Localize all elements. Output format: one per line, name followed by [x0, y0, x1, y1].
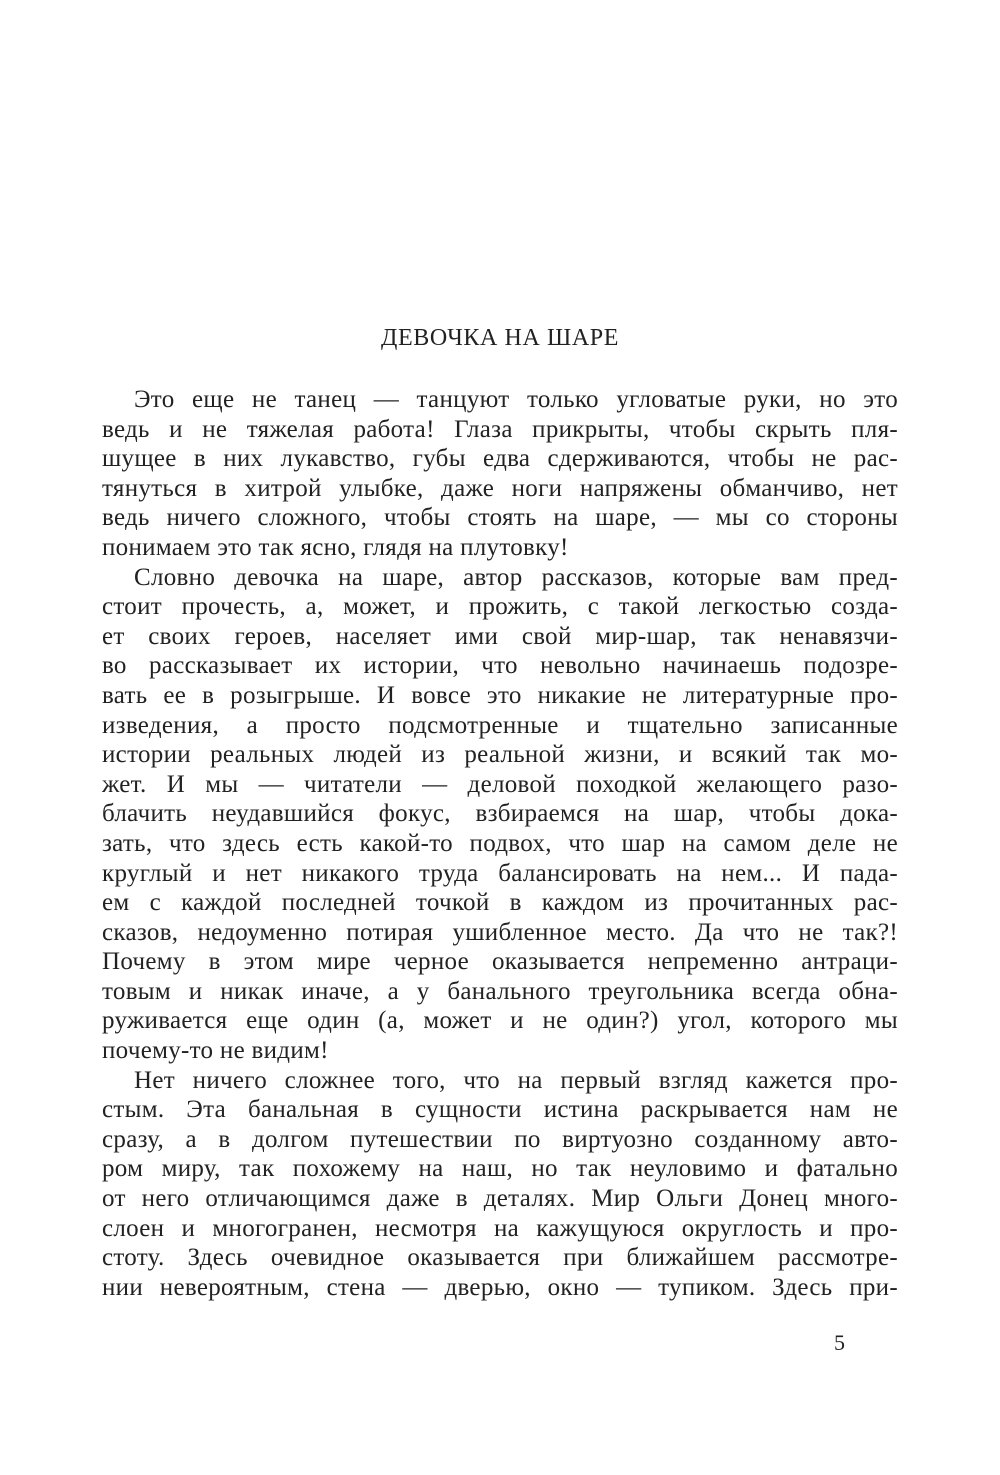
text-line: Словно девочка на шаре, автор рассказов, которые вам пред- [134, 563, 898, 591]
text-line: ром миру, так похожему на наш, но так неуловимо и фатально [102, 1155, 898, 1183]
text-line: ет своих героев, населяет ими свой мир-шар, так ненавязчи- [102, 622, 898, 650]
text-line: ем с каждой последней точкой в каждом из прочитанных рас- [102, 889, 898, 917]
text-line: жет. И мы — читатели — деловой походкой желающего разо- [102, 770, 898, 798]
text-line: руживается еще один (а, может и не один?) угол, которого мы [102, 1007, 898, 1035]
body-text [102, 385, 898, 1302]
chapter-title: ДЕВОЧКА НА ШАРЕ [381, 325, 619, 351]
text-line: сказов, недоуменно потирая ушибленное место. Да что не так?! [102, 918, 898, 946]
text-line: ведь и не тяжелая работа! Глаза прикрыты, чтобы скрыть пля- [102, 415, 898, 443]
text-line: во рассказывает их истории, что невольно начинаешь подозре- [102, 652, 898, 680]
text-line: вать ее в розыгрыше. И вовсе это никакие не литературные про- [102, 681, 898, 709]
text-line: почему-то не видим! [102, 1037, 329, 1065]
text-line: слоен и многогранен, несмотря на кажущуюся округлость и про- [102, 1214, 898, 1242]
text-line: тянуться в хитрой улыбке, даже ноги напряжены обманчиво, нет [102, 474, 898, 502]
text-line: нии невероятным, стена — дверью, окно — тупиком. Здесь при- [102, 1273, 898, 1301]
text-line: круглый и нет никакого труда балансировать на нем... И пада- [102, 859, 898, 887]
text-line: товым и никак иначе, а у банального треугольника всегда обна- [102, 977, 898, 1005]
text-line: изведения, а просто подсмотренные и тщательно записанные [102, 711, 898, 739]
text-line: от него отличающимся даже в деталях. Мир Ольги Донец много- [102, 1185, 898, 1213]
text-line: зать, что здесь есть какой-то подвох, что шар на самом деле не [102, 829, 898, 857]
text-line: шущее в них лукавство, губы едва сдерживаются, чтобы не рас- [102, 445, 898, 473]
text-line: блачить неудавшийся фокус, взбираемся на шар, чтобы дока- [102, 800, 898, 828]
text-line: стоит прочесть, а, может, и прожить, с такой легкостью созда- [102, 593, 898, 621]
text-line: Это еще не танец — танцуют только угловатые руки, но это [134, 386, 898, 413]
text-line: истории реальных людей из реальной жизни, и всякий так мо- [102, 741, 898, 769]
text-line: сразу, а в долгом путешествии по виртуозно созданному авто- [102, 1125, 898, 1153]
text-line: понимаем это так ясно, глядя на плутовку! [102, 533, 569, 561]
text-line: ведь ничего сложного, чтобы стоять на шаре, — мы со стороны [102, 504, 898, 532]
text-line: Нет ничего сложнее того, что на первый взгляд кажется про- [134, 1066, 898, 1094]
page-number: 5 [834, 1330, 845, 1355]
text-line: Почему в этом мире черное оказывается непременно антраци- [102, 948, 898, 976]
text-line: стоту. Здесь очевидное оказывается при ближайшем рассмотре- [102, 1244, 898, 1272]
text-line: стым. Эта банальная в сущности истина раскрывается нам не [102, 1096, 898, 1124]
